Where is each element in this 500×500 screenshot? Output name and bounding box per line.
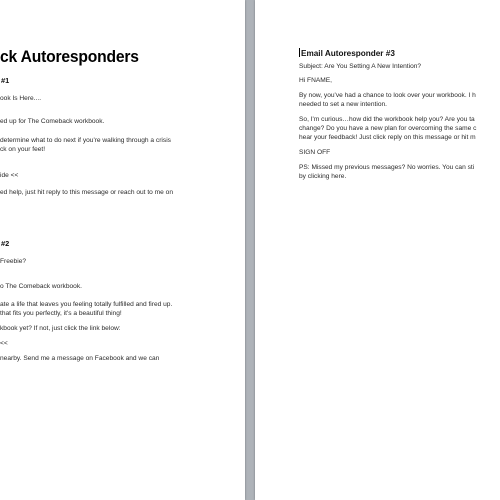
email3-para1b: needed to set a new intention. bbox=[299, 101, 387, 108]
email1-line2b: ck on your feet! bbox=[0, 146, 46, 153]
email2-line4: << bbox=[0, 340, 8, 347]
email3-ps-b: by clicking here. bbox=[299, 173, 347, 180]
email3-para1a: By now, you've had a chance to look over your workbook. I h bbox=[299, 92, 476, 99]
email1-line3: ide << bbox=[0, 172, 19, 179]
document-title: ck Autoresponders bbox=[0, 47, 139, 66]
email3-para2b: change? Do you have a new plan for overcoming the same c bbox=[299, 125, 477, 132]
email3-ps-a: PS: Missed my previous messages? No worries. You can sti bbox=[299, 164, 475, 171]
email2-subject: Freebie? bbox=[0, 258, 27, 265]
email2-line3: kbook yet? If not, just click the link below: bbox=[0, 325, 121, 332]
email2-line5: nearby. Send me a message on Facebook and we can bbox=[0, 355, 160, 362]
email2-heading: #2 bbox=[1, 239, 10, 248]
email2-line2b: that fits you perfectly, it's a beautiful thing! bbox=[0, 310, 122, 317]
email3-signoff: SIGN OFF bbox=[299, 149, 331, 156]
email3-greeting: Hi FNAME, bbox=[299, 77, 332, 84]
email3-para2c: hear your feedback! Just click reply on this message or hit m bbox=[299, 134, 476, 141]
document-page-right bbox=[255, 0, 500, 500]
email3-subject: Subject: Are You Setting A New Intention? bbox=[299, 63, 422, 70]
text-cursor bbox=[299, 48, 300, 57]
email1-line1: ed up for The Comeback workbook. bbox=[0, 118, 105, 125]
email3-heading-text: Email Autoresponder #3 bbox=[301, 49, 395, 58]
email1-heading: #1 bbox=[1, 76, 10, 85]
email1-subject: ook Is Here.... bbox=[0, 95, 42, 102]
document-page-left bbox=[0, 0, 245, 500]
email2-line1: o The Comeback workbook. bbox=[0, 283, 82, 290]
email1-line4: ed help, just hit reply to this message or reach out to me on bbox=[0, 189, 173, 196]
email3-para2a: So, I'm curious…how did the workbook help you? Are you ta bbox=[299, 116, 475, 123]
email1-line2a: determine what to do next if you're walking through a crisis bbox=[0, 137, 171, 144]
email3-heading[interactable] bbox=[299, 48, 395, 58]
email2-line2a: ate a life that leaves you feeling totally fulfilled and fired up. bbox=[0, 301, 173, 308]
